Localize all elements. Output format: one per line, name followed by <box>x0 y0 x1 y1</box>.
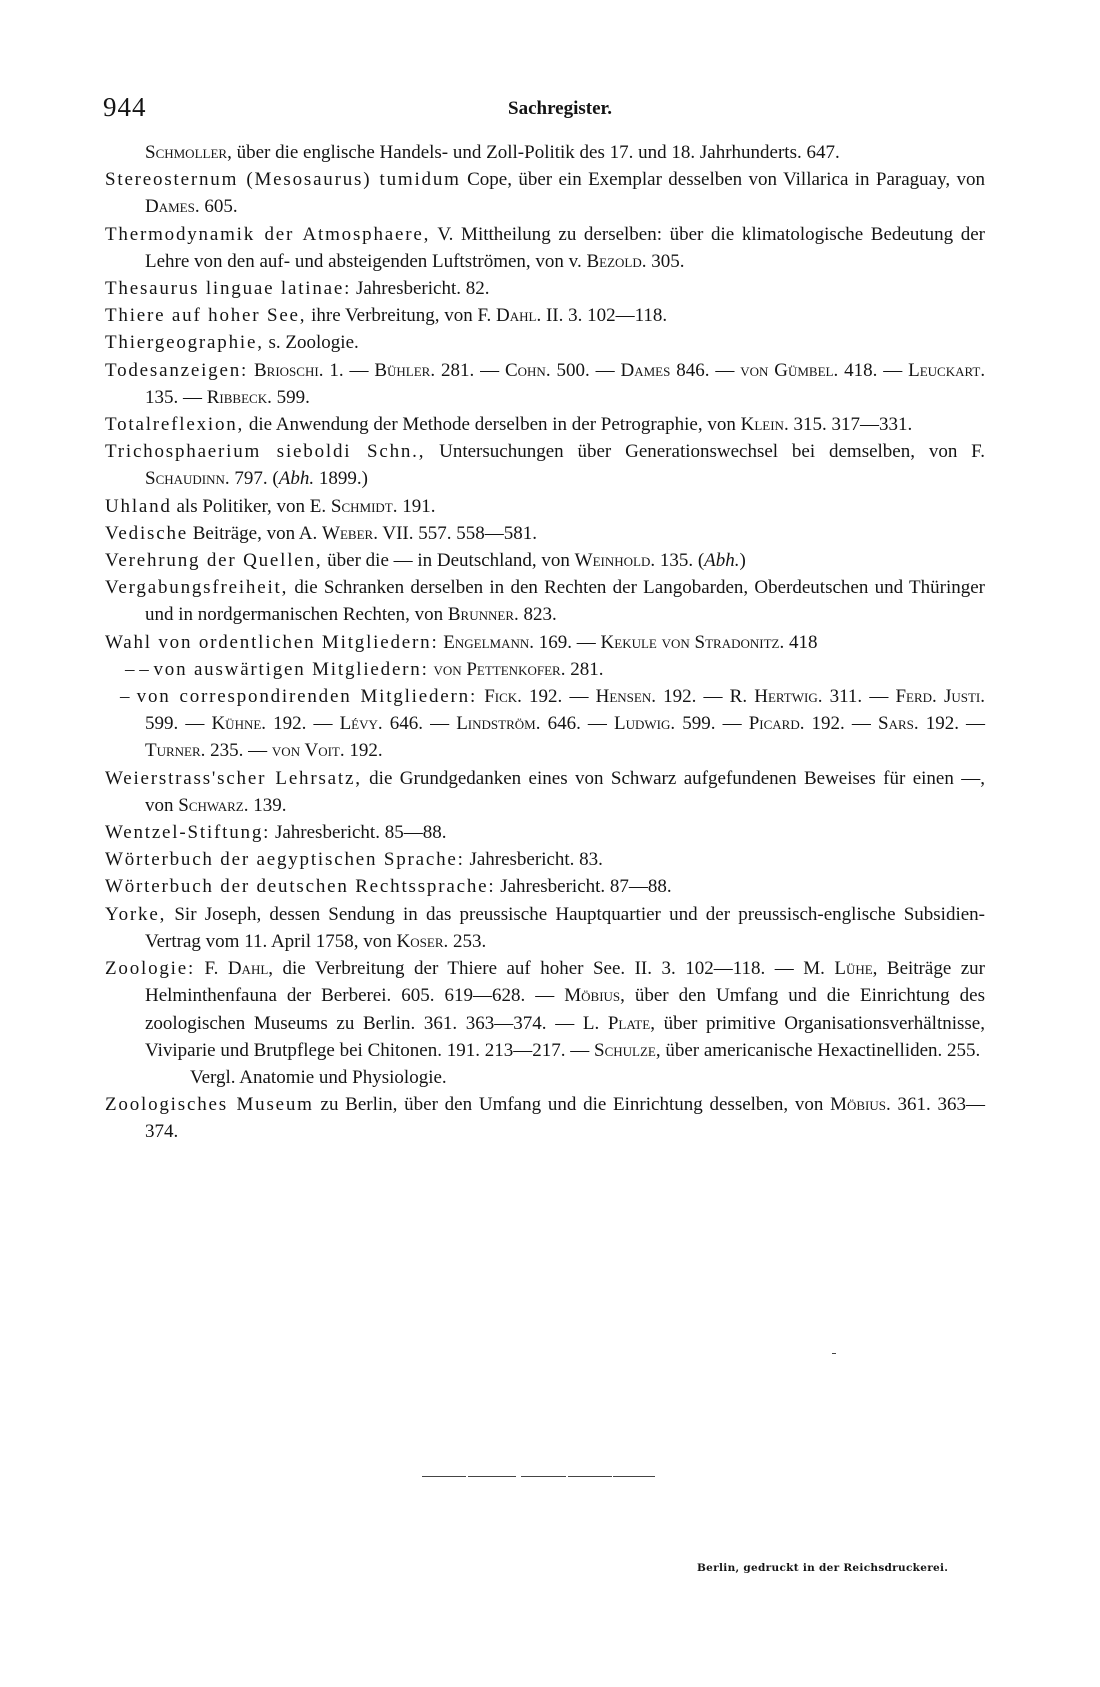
entry-text: . 599. — <box>670 713 749 735</box>
entry-keyword: von correspondirenden Mitgliedern: <box>136 686 478 708</box>
italic-ref: Abh. <box>278 468 315 490</box>
entry-keyword: Vergabungsfreiheit, <box>105 577 289 599</box>
author-name: Schaudinn <box>145 468 225 490</box>
author-name: Engelmann <box>443 631 530 653</box>
index-entry-thermodynamik <box>105 221 985 275</box>
index-entry-vergabungsfreiheit <box>105 574 985 628</box>
author-name: Hensen <box>595 686 652 708</box>
author-name: Kühne <box>211 713 262 735</box>
author-name: Dahl <box>496 305 537 327</box>
author-name: Schwarz <box>178 794 244 816</box>
author-name: Fick <box>484 686 518 708</box>
entry-text: . 253. <box>443 930 487 952</box>
author-name: Bezold <box>586 250 642 272</box>
author-name: Dames <box>620 359 671 381</box>
index-entry-schmoller <box>105 139 985 166</box>
entry-text: 846. — <box>670 359 741 381</box>
entry-text: . 599. <box>267 386 310 408</box>
index-entry-weierstrass <box>105 765 985 819</box>
index-entry-zoologie <box>105 955 985 1064</box>
entry-keyword: Zoologie: <box>105 958 196 980</box>
entry-text: die Anwendung der Methode derselben in der Petrographie, von <box>244 414 741 436</box>
index-entry-totalreflexion <box>105 411 985 438</box>
index-entry-thesaurus <box>105 275 985 302</box>
entry-text: Untersuchungen über Generationswechsel bei demselben, von F. <box>425 441 985 463</box>
index-entry-thiere <box>105 302 985 329</box>
printer-imprint: Berlin, gedruckt in der Reichsdruckerei. <box>697 1562 949 1574</box>
entry-text: . 1. — <box>318 359 375 381</box>
entry-text: Beiträge, von A. <box>188 522 323 544</box>
entry-text: . 281. <box>560 658 604 680</box>
entry-text: s. Zoologie. <box>263 332 359 354</box>
entry-text: . II. 3. 102—118. <box>536 305 668 327</box>
entry-text: . 135. — <box>145 359 986 408</box>
entry-text: . 797. ( <box>224 468 279 490</box>
author-name: Hertwig <box>754 686 818 708</box>
entry-text: . 192. — <box>261 713 340 735</box>
index-entry-trichosphaerium <box>105 438 985 492</box>
entry-keyword: Yorke, <box>105 903 167 925</box>
entry-text: . 192. — <box>517 686 596 708</box>
author-name: Dahl <box>227 958 269 980</box>
entry-keyword: Vedische <box>105 522 188 544</box>
entry-keyword: Uhland <box>105 495 172 517</box>
print-speck <box>832 1353 836 1354</box>
author-name: Koser <box>396 930 444 952</box>
index-entry-wahl-auswaertig <box>105 656 985 683</box>
author-name: Lühe <box>834 958 873 980</box>
entry-text: . 305. <box>641 250 685 272</box>
author-name: Brioschi <box>254 359 319 381</box>
author-name: Weber <box>322 522 374 544</box>
entry-text: . 646. — <box>377 713 457 735</box>
entry-text: Sir Joseph, dessen Sendung in das preussische Hauptquartier und der preussisch-englische Subsidien-Vertrag vom 11. April 1758, von <box>145 903 985 952</box>
entry-text: zu Berlin, über den Umfang und die Einrichtung desselben, von <box>313 1094 831 1116</box>
entry-text: . 311. — <box>817 686 896 708</box>
index-entry-uhland <box>105 493 985 520</box>
entry-text: . 646. — <box>535 713 615 735</box>
author-name: Schmidt <box>330 495 393 517</box>
index-entries <box>105 139 985 1146</box>
author-name: von Voit <box>271 740 340 762</box>
entry-text: – – <box>125 658 154 680</box>
entry-text: . 605. <box>194 196 238 218</box>
entry-text: . 192. — <box>913 713 986 735</box>
entry-text: Jahresbericht. 87—88. <box>495 876 672 898</box>
author-name: von Pettenkofer <box>433 658 561 680</box>
author-name: Plate <box>607 1012 651 1034</box>
entry-text: . 500. — <box>545 359 621 381</box>
entry-text: die Grundgedanken eines von Schwarz aufgefundenen Beweises für einen —, von <box>145 767 985 816</box>
entry-text: Jahresbericht. 82. <box>351 278 490 300</box>
index-entry-todesanzeigen <box>105 357 985 411</box>
entry-keyword: Thiere auf hoher See, <box>105 305 307 327</box>
entry-text: 1899.) <box>314 468 368 490</box>
index-entry-woerterbuch-aeg <box>105 846 985 873</box>
index-entry-wahl <box>105 629 985 656</box>
entry-text: . 192. <box>339 740 383 762</box>
author-name: Möbius <box>564 985 621 1007</box>
end-rule-segment <box>568 1476 612 1477</box>
author-name: Lévy <box>339 713 378 735</box>
end-rule-segment <box>422 1476 466 1477</box>
entry-text: . 235. — <box>200 740 272 762</box>
page-number: 944 <box>103 92 147 122</box>
entry-text: . 599. — <box>145 686 985 735</box>
entry-text: , über den Umfang und die Einrichtung des zoologischen Museums zu Berlin. 361. 363—374. — L. <box>145 985 985 1034</box>
author-name: Ludwig <box>614 713 671 735</box>
entry-text: – <box>120 686 137 708</box>
entry-text: . 191. <box>392 495 436 517</box>
index-entry-woerterbuch-dt <box>105 873 985 900</box>
entry-keyword: Zoologisches Museum <box>105 1094 314 1116</box>
author-name: Picard <box>748 713 800 735</box>
index-entry-thiergeographie <box>105 329 985 356</box>
entry-text: V. Mittheilung zu derselben: über die klimatologische Bedeutung der Lehre von den auf- und absteigenden Luftströmen, von v. <box>145 223 986 272</box>
author-name: Lindström <box>456 713 536 735</box>
entry-keyword: Wahl von ordentlichen Mitgliedern: <box>105 631 439 653</box>
entry-keyword: Wentzel-Stiftung: <box>105 822 271 844</box>
entry-keyword: Verehrung der Quellen, <box>105 550 323 572</box>
entry-text: . 139. <box>243 794 287 816</box>
entry-keyword: Wörterbuch der aegyptischen Sprache: <box>105 849 465 871</box>
end-rule-segment <box>521 1476 566 1477</box>
entry-keyword: Trichosphaerium sieboldi Schn., <box>105 441 426 463</box>
author-name: Cohn <box>504 359 546 381</box>
entry-text: . 418 <box>779 631 818 653</box>
index-entry-zoologisches-museum <box>105 1091 985 1145</box>
end-rule-segment <box>613 1476 655 1477</box>
entry-keyword: Wörterbuch der deutschen Rechtssprache: <box>105 876 496 898</box>
entry-text: , über primitive Organisationsverhältnisse, Viviparie und Brutpflege bei Chitonen. 191. 213—217. — <box>145 1012 985 1061</box>
entry-keyword: Stereosternum (Mesosaurus) tumidum <box>105 169 461 191</box>
entry-text: Vergl. Anatomie und Physiologie. <box>190 1066 447 1088</box>
entry-text: Jahresbericht. 85—88. <box>270 822 447 844</box>
author-name: Weinhold <box>574 550 651 572</box>
author-name: Möbius <box>830 1094 886 1116</box>
italic-ref: Abh. <box>704 550 740 572</box>
entry-text: , über americanische Hexactinelliden. 255. <box>655 1039 981 1061</box>
author-name: Kekule von Stradonitz <box>600 631 780 653</box>
entry-keyword: Totalreflexion, <box>105 414 245 436</box>
index-entry-wentzel <box>105 819 985 846</box>
entry-text: , über die englische Handels- und Zoll-Politik des 17. und 18. Jahrhunderts. 647. <box>227 142 840 163</box>
entry-text: F. <box>195 958 228 980</box>
index-entry-wahl-corresp <box>105 683 985 765</box>
author-name: Schulze <box>594 1039 656 1061</box>
entry-keyword: Todesanzeigen: <box>105 359 249 381</box>
entry-text: , Beiträge zur Helminthenfauna der Berberei. 605. 619—628. — <box>145 958 985 1007</box>
author-name: Sars <box>878 713 914 735</box>
author-name: Ferd. Justi <box>895 686 981 708</box>
author-name: Bühler <box>374 359 431 381</box>
entry-text: . 361. 363—374. <box>145 1094 985 1143</box>
entry-keyword: Thiergeographie, <box>105 332 264 354</box>
entry-text: als Politiker, von E. <box>171 495 331 517</box>
entry-text: . VII. 557. 558—581. <box>373 522 537 544</box>
entry-text: über die — in Deutschland, von <box>322 550 575 572</box>
running-title: Sachregister. <box>508 98 612 119</box>
entry-text: ihre Verbreitung, von F. <box>306 305 497 327</box>
entry-text: . 192. — R. <box>651 686 755 708</box>
entry-keyword: Thermodynamik der Atmosphaere, <box>105 223 431 245</box>
author-name: Schmoller <box>145 142 228 163</box>
entry-text: ) <box>739 550 746 572</box>
index-entry-yorke <box>105 901 985 955</box>
author-name: Ribbeck <box>206 386 268 408</box>
index-entry-vedische <box>105 520 985 547</box>
author-name: Leuckart <box>908 359 981 381</box>
entry-text: Jahresbericht. 83. <box>464 849 603 871</box>
author-name: Dames <box>145 196 195 218</box>
entry-keyword: Thesaurus linguae latinae: <box>105 278 352 300</box>
entry-keyword: von auswärtigen Mitgliedern: <box>153 658 429 680</box>
index-entry-verehrung <box>105 547 985 574</box>
entry-text: . 169. — <box>529 631 601 653</box>
author-name: von Gümbel <box>740 359 834 381</box>
author-name: Brunner <box>447 604 514 626</box>
index-entry-zoologie-vergl <box>105 1064 985 1091</box>
entry-keyword: Weierstrass'scher Lehrsatz, <box>105 767 362 789</box>
author-name: Turner <box>145 740 201 762</box>
entry-text: . 823. <box>514 604 557 626</box>
entry-text: . 418. — <box>833 359 909 381</box>
entry-text: . 315. 317—331. <box>783 414 913 436</box>
entry-text: . 192. — <box>799 713 878 735</box>
index-entry-stereosternum <box>105 166 985 220</box>
entry-text: Cope, über ein Exemplar desselben von Villarica in Paraguay, von <box>460 169 985 191</box>
entry-text: , die Verbreitung der Thiere auf hoher See. II. 3. 102—118. — M. <box>268 958 835 980</box>
entry-text: . 135. ( <box>650 550 705 572</box>
entry-text: die Schranken derselben in den Rechten der Langobarden, Oberdeutschen und Thüringer und in nordgermanischen Rechten, von <box>145 577 985 626</box>
entry-text: . 281. — <box>430 359 505 381</box>
author-name: Klein <box>740 414 784 436</box>
end-rule-segment <box>468 1476 516 1477</box>
